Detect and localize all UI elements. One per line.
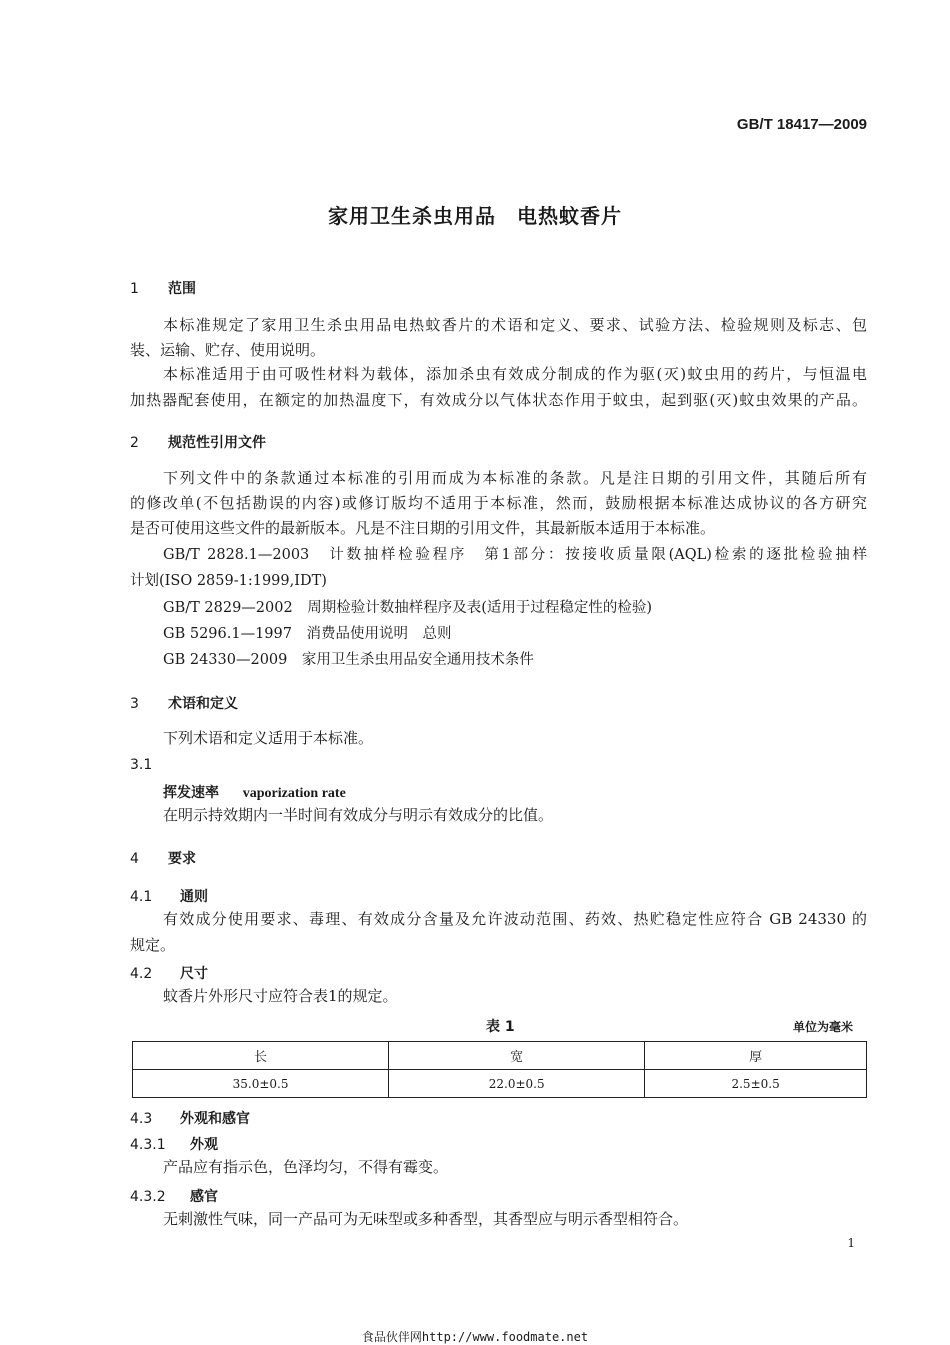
section-number: 4.3.2 xyxy=(130,1189,166,1205)
term-definition: 在明示持效期内一半时间有效成分与明示有效成分的比值。 xyxy=(163,806,554,824)
term-chinese: 挥发速率 xyxy=(163,785,219,801)
section-title: 外观和感官 xyxy=(180,1111,250,1127)
section-title: 规范性引用文件 xyxy=(168,435,266,451)
section-title: 术语和定义 xyxy=(168,696,238,712)
section-number: 4 xyxy=(130,851,139,867)
paragraph-line: 是否可使用这些文件的最新版本。凡是不注日期的引用文件，其最新版本适用于本标准。 xyxy=(130,519,716,537)
paragraph-line: 无刺激性气味，同一产品可为无味型或多种香型，其香型应与明示香型相符合。 xyxy=(163,1210,689,1228)
table-header-cell: 长 xyxy=(133,1042,389,1070)
section-title: 通则 xyxy=(180,889,208,905)
page-number: 1 xyxy=(847,1236,855,1250)
reference-item: GB/T 2829—2002 周期检验计数抽样程序及表(适用于过程稳定性的检验) xyxy=(163,600,653,616)
paragraph-line: 本标准适用于由可吸性材料为载体，添加杀虫有效成分制成的作为驱(灭)蚊虫用的药片，与恒温电 xyxy=(163,365,867,383)
section-title: 范围 xyxy=(168,281,196,297)
table-header-row xyxy=(133,1042,867,1070)
section-4-heading xyxy=(130,848,196,868)
paragraph-line: 蚊香片外形尺寸应符合表1的规定。 xyxy=(163,987,398,1005)
standard-code: GB/T 18417—2009 xyxy=(736,116,867,133)
subsection-4-1-heading xyxy=(130,886,208,906)
section-number: 4.1 xyxy=(130,889,153,905)
table-header-cell: 厚 xyxy=(645,1042,867,1070)
table-row xyxy=(133,1070,867,1098)
section-3-heading xyxy=(130,693,238,713)
table-title: 表 1 xyxy=(486,1019,515,1035)
table-cell: 35.0±0.5 xyxy=(133,1070,389,1098)
table-unit: 单位为毫米 xyxy=(792,1020,853,1034)
paragraph-line: 加热器配套使用，在额定的加热温度下，有效成分以气体状态作用于蚊虫，起到驱(灭)蚊虫效果的产品。 xyxy=(130,391,867,409)
paragraph-line: 产品应有指示色，色泽均匀，不得有霉变。 xyxy=(163,1158,449,1176)
term-entry xyxy=(163,782,346,802)
subsection-4-2-heading xyxy=(130,963,208,983)
reference-item: GB 24330—2009 家用卫生杀虫用品安全通用技术条件 xyxy=(163,652,534,668)
table-cell: 2.5±0.5 xyxy=(645,1070,867,1098)
section-title: 外观 xyxy=(190,1137,218,1153)
paragraph-line: 下列术语和定义适用于本标准。 xyxy=(163,729,374,747)
reference-item: GB 5296.1—1997 消费品使用说明 总则 xyxy=(163,626,452,642)
section-title: 要求 xyxy=(168,851,196,867)
reference-item: GB/T 2828.1—2003 计数抽样检验程序 第1部分：按接收质量限(AQL)检索的逐批检验抽样 xyxy=(163,547,867,563)
subsection-3-1-number: 3.1 xyxy=(130,757,153,773)
section-number: 4.3.1 xyxy=(130,1137,166,1153)
section-number: 2 xyxy=(130,435,139,451)
subsection-4-3-1-heading xyxy=(130,1134,218,1154)
document-title: 家用卫生杀虫用品 电热蚊香片 xyxy=(328,204,622,228)
paragraph-line: 装、运输、贮存、使用说明。 xyxy=(130,341,326,359)
paragraph-line: 本标准规定了家用卫生杀虫用品电热蚊香片的术语和定义、要求、试验方法、检验规则及标志、包 xyxy=(163,316,867,334)
section-1-heading xyxy=(130,278,196,298)
section-title: 感官 xyxy=(190,1189,218,1205)
section-title: 尺寸 xyxy=(180,966,208,982)
paragraph-line: 有效成分使用要求、毒理、有效成分含量及允许波动范围、药效、热贮稳定性应符合 GB 24330 的 xyxy=(163,910,867,928)
dimensions-table xyxy=(132,1041,867,1098)
table-cell: 22.0±0.5 xyxy=(389,1070,645,1098)
section-number: 4.3 xyxy=(130,1111,153,1127)
subsection-4-3-2-heading xyxy=(130,1186,218,1206)
reference-item-cont: 计划(ISO 2859-1:1999,IDT) xyxy=(130,573,327,589)
section-number: 3 xyxy=(130,696,139,712)
paragraph-line: 下列文件中的条款通过本标准的引用而成为本标准的条款。凡是注日期的引用文件，其随后所有 xyxy=(163,469,867,487)
paragraph-line: 规定。 xyxy=(130,936,176,954)
section-number: 4.2 xyxy=(130,966,153,982)
section-2-heading xyxy=(130,432,266,452)
footer-watermark: 食品伙伴网http://www.foodmate.net xyxy=(361,1330,589,1344)
paragraph-line: 的修改单(不包括勘误的内容)或修订版均不适用于本标准，然而，鼓励根据本标准达成协议的各方研究 xyxy=(130,494,867,512)
subsection-4-3-heading xyxy=(130,1108,250,1128)
table-header-cell: 宽 xyxy=(389,1042,645,1070)
section-number: 1 xyxy=(130,281,139,297)
term-english: vaporization rate xyxy=(242,786,346,801)
